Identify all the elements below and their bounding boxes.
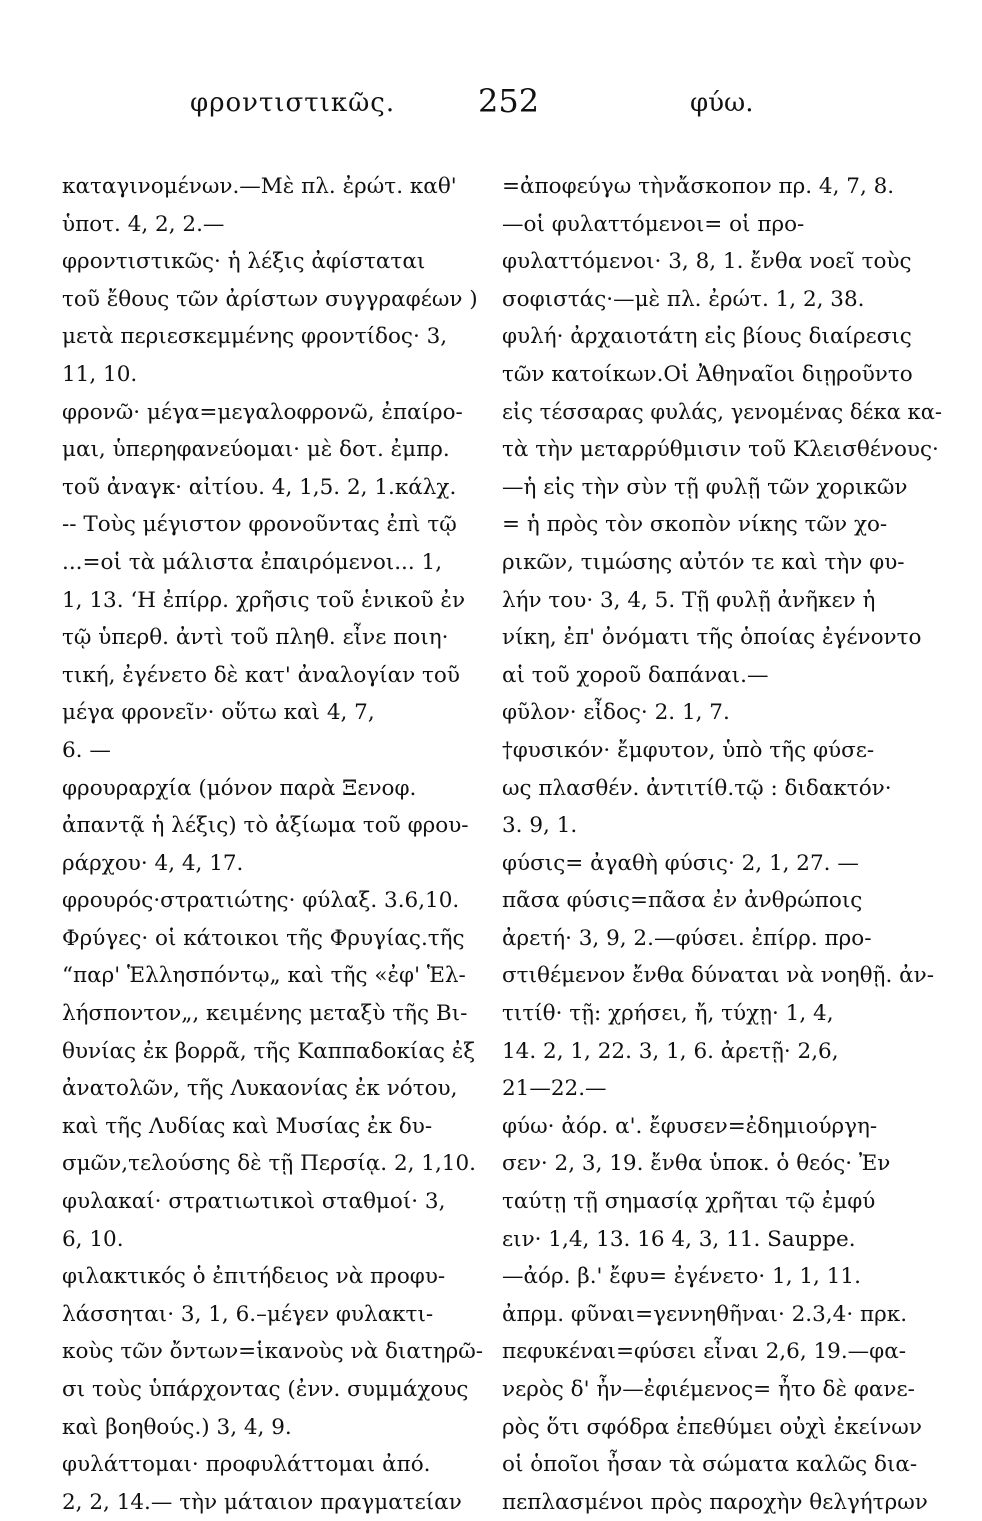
running-head-right-keyword: φύω. (690, 88, 754, 118)
text-line: =ἀποφεύγω τὴνἄσκοπον πρ. 4, 7, 8. (502, 174, 895, 199)
text-line: τιτίθ· τῇ: χρήσει, ἤ, τύχῃ· 1, 4, (502, 1001, 834, 1027)
text-line: -- Τοὺς μέγιστον φρονοῦντας ἐπὶ τῷ (62, 512, 457, 538)
text-line: ράρχου· 4, 4, 17. (62, 850, 244, 876)
text-line: ὑποτ. 4, 2, 2.— (62, 211, 225, 237)
text-line: = ἡ πρὸς τὸν σκοπὸν νίκης τῶν χο- (502, 512, 888, 538)
text-line: 2, 2, 14.— τὴν μάταιον πραγματείαν (62, 1489, 462, 1515)
text-line: φύω· ἀόρ. α'. ἔφυσεν=ἐδημιούργη- (502, 1113, 878, 1139)
text-line: μέγα φρονεῖν· οὕτω καὶ 4, 7, (62, 700, 375, 726)
text-line: πεπλασμένοι πρὸς παροχὴν θελγήτρων (502, 1489, 928, 1515)
text-line: οἱ ὁποῖοι ἦσαν τὰ σώματα καλῶς δια- (502, 1452, 918, 1478)
page-number: 252 (478, 82, 540, 120)
text-line: φυλάττομαι· προφυλάττομαι ἀπό. (62, 1452, 431, 1478)
text-line: 14. 2, 1, 22. 3, 1, 6. ἀρετῇ· 2,6, (502, 1038, 839, 1064)
running-head-left-keyword: φροντιστικῶς. (190, 88, 396, 118)
text-line: καὶ τῆς Λυδίας καὶ Μυσίας ἐκ δυ- (62, 1113, 433, 1139)
text-line: μετὰ περιεσκεμμένης φροντίδος· 3, (62, 324, 448, 350)
text-line: 6. — (62, 737, 111, 763)
text-line: καταγινομένων.—Μὲ πλ. ἐρώτ. καθ' (62, 174, 457, 199)
text-line: λάσσηται· 3, 1, 6.–μέγεν φυλακτι- (62, 1301, 434, 1327)
right-column (502, 168, 942, 1521)
text-line: φυλή· ἀρχαιοτάτη εἰς βίους διαίρεσις (502, 324, 912, 350)
text-line: ειν· 1,4, 13. 16 4, 3, 11. Sauppe. (502, 1226, 856, 1252)
text-line: —ἀόρ. β.' ἔφυ= ἐγένετο· 1, 1, 11. (502, 1264, 861, 1290)
text-line: 1, 13. ʻΗ ἐπίρρ. χρῆσις τοῦ ἑνικοῦ ἐν (62, 587, 466, 613)
text-line: καὶ βοηθούς.) 3, 4, 9. (62, 1414, 292, 1440)
text-line: τοῦ ἀναγκ· αἰτίου. 4, 1,5. 2, 1.κάλχ. (62, 474, 457, 500)
text-line: Φρύγες· οἱ κάτοικοι τῆς Φρυγίας.τῆς (62, 925, 465, 951)
text-line: πεφυκέναι=φύσει εἶναι 2,6, 19.—φα- (502, 1339, 907, 1365)
text-line: μαι, ὑπερηφανεύομαι· μὲ δοτ. ἐμπρ. (62, 437, 450, 463)
text-line: —οἱ φυλαττόμενοι= οἱ προ- (502, 211, 805, 237)
text-line: “παρ' Ἑλλησπόντῳ„ καὶ τῆς «ἐφ' Ἑλ- (62, 963, 466, 989)
text-line: σοφιστάς·—μὲ πλ. ἐρώτ. 1, 2, 38. (502, 286, 865, 312)
text-line: τική, ἐγένετο δὲ κατ' ἀναλογίαν τοῦ (62, 662, 460, 688)
text-line: φυλαττόμενοι· 3, 8, 1. ἔνθα νοεῖ τοὺς (502, 249, 912, 275)
text-line: τῷ ὑπερθ. ἀντὶ τοῦ πληθ. εἶνε ποιη· (62, 625, 449, 651)
text-line: φρουραρχία (μόνον παρὰ Ξενοφ. (62, 775, 417, 801)
text-line: 6, 10. (62, 1226, 124, 1252)
text-line: ἀπρμ. φῦναι=γεννηθῆναι· 2.3,4· πρκ. (502, 1301, 908, 1327)
text-line: στιθέμενον ἔνθα δύναται νὰ νοηθῇ. ἀν- (502, 963, 934, 989)
text-line: φυλακαί· στρατιωτικοὶ σταθμοί· 3, (62, 1189, 446, 1215)
text-line: φρουρός·στρατιώτης· φύλαξ. 3.6,10. (62, 888, 460, 914)
text-line: φῦλον· εἶδος· 2. 1, 7. (502, 700, 730, 726)
text-line: ...=οἱ τὰ μάλιστα ἐπαιρόμενοι... 1, (62, 549, 443, 575)
text-line: φιλακτικός ὁ ἐπιτήδειος νὰ προφυ- (62, 1264, 446, 1290)
text-line: 3. 9, 1. (502, 813, 578, 839)
text-line: θυνίας ἐκ βορρᾶ, τῆς Καππαδοκίας ἐξ (62, 1038, 476, 1064)
text-line: κοὺς τῶν ὄντων=ἱκανοὺς νὰ διατηρῶ- (62, 1339, 484, 1365)
text-line: τοῦ ἔθους τῶν ἀρίστων συγγραφέων ) (62, 286, 478, 312)
text-line: τῶν κατοίκων.Οἱ Ἀθηναῖοι διῃροῦντο (502, 361, 913, 387)
text-line: σμῶν,τελούσης δὲ τῇ Περσίᾳ. 2, 1,10. (62, 1151, 476, 1177)
text-line: νερὸς δ' ἦν—ἐφιέμενος= ἦτο δὲ φανε- (502, 1377, 915, 1402)
text-line: αἱ τοῦ χοροῦ δαπάναι.— (502, 662, 769, 688)
text-line: φρονῶ· μέγα=μεγαλοφρονῶ, ἐπαίρο- (62, 399, 463, 425)
text-line: †φυσικόν· ἔμφυτον, ὑπὸ τῆς φύσε- (502, 737, 875, 763)
running-head (0, 82, 982, 128)
text-line: ἀπαντᾷ ἡ λέξις) τὸ ἀξίωμα τοῦ φρου- (62, 813, 469, 839)
text-line: ρὸς ὅτι σφόδρα ἐπεθύμει οὐχὶ ἐκείνων (502, 1414, 922, 1440)
text-line: σεν· 2, 3, 19. ἔνθα ὑποκ. ὁ θεός· Ἐν (502, 1151, 891, 1177)
text-line: ως πλασθέν. ἀντιτίθ.τῷ : διδακτόν· (502, 775, 892, 801)
text-line: λήσποντον„, κειμένης μεταξὺ τῆς Βι- (62, 1001, 468, 1027)
text-line: ταύτῃ τῇ σημασίᾳ χρῆται τῷ ἐμφύ (502, 1189, 876, 1215)
left-column (62, 168, 490, 1521)
text-line: ἀνατολῶν, τῆς Λυκαονίας ἐκ νότου, (62, 1076, 458, 1102)
text-line: 11, 10. (62, 361, 138, 387)
text-line: τὰ τὴν μεταρρύθμισιν τοῦ Κλεισθένους· (502, 437, 939, 463)
text-line: 21—22.— (502, 1076, 607, 1102)
text-line: εἰς τέσσαρας φυλάς, γενομένας δέκα κα- (502, 399, 943, 425)
text-line: φροντιστικῶς· ἡ λέξις ἀφίσταται (62, 249, 426, 275)
text-line: νίκη, ἐπ' ὀνόματι τῆς ὁποίας ἐγένοντο (502, 625, 922, 651)
text-line: —ἡ εἰς τὴν σὺν τῇ φυλῇ τῶν χορικῶν (502, 474, 908, 500)
text-line: λήν του· 3, 4, 5. Τῇ φυλῇ ἀνῆκεν ἡ (502, 587, 876, 613)
text-line: φύσις= ἀγαθὴ φύσις· 2, 1, 27. — (502, 850, 859, 876)
text-line: ἀρετή· 3, 9, 2.—φύσει. ἐπίρρ. προ- (502, 925, 872, 951)
text-line: πᾶσα φύσις=πᾶσα ἐν ἀνθρώποις (502, 888, 863, 914)
text-line: ρικῶν, τιμώσης αὐτόν τε καὶ τὴν φυ- (502, 549, 905, 575)
text-line: σι τοὺς ὑπάρχοντας (ἐνν. συμμάχους (62, 1377, 469, 1402)
